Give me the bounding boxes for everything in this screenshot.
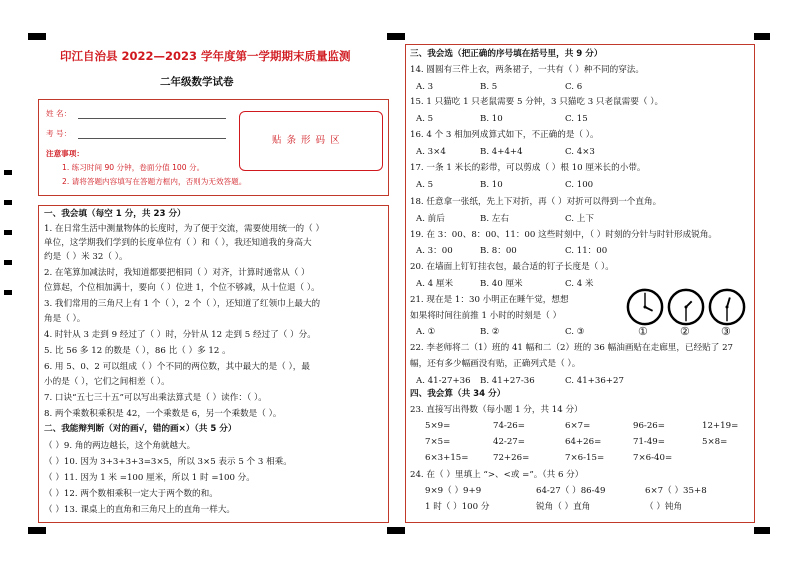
calc-item: 74-26=: [493, 421, 525, 431]
calc-item: 7×5=: [425, 437, 451, 447]
question-line: 6. 用 5、0、2 可以组成（ ）个不同的两位数，其中最大的是（ ），最: [44, 362, 310, 372]
question-line: 单位，这学期我们学到的长度单位有（ ）和（ ），我还知道我的身高大: [44, 238, 312, 248]
judge-line: （ ）10. 因为 3+3+3+3=3×5，所以 3×5 表示 5 个 3 相乘。: [44, 457, 292, 467]
clock-label-1: ①: [638, 325, 648, 338]
registration-mark: [28, 33, 46, 40]
name-label: 姓 名：: [46, 109, 72, 118]
choice-option: A. 3×4: [416, 147, 446, 157]
question-line: 19. 在 3：00、8：00、11：00 这些时刻中，（ ）时刻的分针与时针形成锐角。: [410, 230, 718, 240]
section-2-title: 二、我能辩判断（对的画√，错的画×）（共 5 分）: [44, 424, 237, 434]
choice-option: C. 41+36+27: [565, 376, 624, 386]
question-line: 14. 圆圆有三件上衣，两条裙子，一共有（ ）种不同的穿法。: [410, 65, 644, 75]
question-line: 5. 比 56 多 12 的数是（ ），86 比（ ）多 12 。: [44, 346, 231, 356]
registration-mark: [4, 260, 12, 265]
choice-option: A. 41-27+36: [416, 376, 471, 386]
calc-item: 96-26=: [633, 421, 665, 431]
question-line: 位算起，个位相加满十，要向（ ）位进 1，个位不够减，从十位退（ ）。: [44, 283, 320, 293]
choice-option: A. 5: [416, 180, 434, 190]
choice-option: A. ①: [416, 327, 436, 337]
question-line: 4. 时针从 3 走到 9 经过了（ ）时，分针从 12 走到 5 经过了（ ）分。: [44, 330, 316, 340]
exam-title: 印江自治县 2022—2023 学年度第一学期期末质量监测: [60, 49, 351, 63]
calc-item: 6×3+15=: [425, 453, 469, 463]
calc-item: 71-49=: [633, 437, 665, 447]
section-4-title: 四、我会算（共 34 分）: [410, 389, 506, 399]
choice-option: A. 3：00: [416, 246, 453, 256]
question-line: 17. 一条 1 米长的彩带，可以剪成（ ）根 10 厘米长的小带。: [410, 163, 646, 173]
clock-label-2: ②: [680, 325, 690, 338]
clock-3: [708, 288, 746, 326]
registration-mark: [4, 230, 12, 235]
calc-item: 6×7=: [565, 421, 591, 431]
question-line: 角是（ ）。: [44, 314, 86, 324]
choice-option: B. 左右: [480, 214, 509, 224]
question-line: 小的是（ ），它们之间相差（ ）。: [44, 377, 170, 387]
choice-option: A. 3: [416, 82, 434, 92]
registration-mark: [387, 527, 405, 534]
question-line: 1. 在日常生活中测量物体的长度时，为了便于交流，需要使用统一的（ ）: [44, 224, 325, 234]
judge-line: （ ）9. 角的两边越长，这个角就越大。: [44, 441, 196, 451]
question-line: 约是（ ）米 32（ ）。: [44, 252, 128, 262]
choice-option: C. 4×3: [565, 147, 595, 157]
registration-mark: [4, 290, 12, 295]
question-23: 23. 直接写出得数（每小题 1 分，共 14 分）: [410, 405, 583, 415]
choice-option: B. 8：00: [480, 246, 517, 256]
clock-label-3: ③: [721, 325, 731, 338]
section-3-title: 三、我会选（把正确的序号填在括号里，共 9 分）: [410, 49, 603, 59]
clock-1: [626, 288, 664, 326]
section-1-title: 一、我会填（每空 1 分，共 23 分）: [44, 209, 186, 219]
calc-item: 64+26=: [565, 437, 602, 447]
question-line: 幅，还有多少幅画没有贴，正确列式是（ ）。: [410, 359, 581, 369]
compare-item: 1 时（ ）100 分: [425, 502, 490, 512]
id-label: 考 号：: [46, 129, 72, 138]
choice-option: B. 10: [480, 114, 503, 124]
compare-item: 9×9（ ）9+9: [425, 486, 482, 496]
calc-item: 7×6-15=: [565, 453, 605, 463]
choice-option: C. ③: [565, 327, 585, 337]
registration-mark: [28, 527, 46, 534]
judge-line: （ ）11. 因为 1 米 =100 厘米，所以 1 时 =100 分。: [44, 473, 255, 483]
choice-option: A. 前后: [416, 214, 445, 224]
exam-subtitle: 二年级数学试卷: [160, 76, 234, 88]
choice-option: C. 4 米: [565, 279, 594, 289]
name-field[interactable]: [78, 118, 226, 119]
compare-item: 锐角（ ）直角: [536, 502, 591, 512]
question-line: 15. 1 只猫吃 1 只老鼠需要 5 分钟，3 只猫吃 3 只老鼠需要（ ）。: [410, 97, 664, 107]
choice-option: C. 11：00: [565, 246, 608, 256]
notice-2: 2. 请将答题内容填写在答题方框内，否则为无效答题。: [62, 177, 247, 186]
calc-item: 7×6-40=: [633, 453, 673, 463]
calc-item: 72+26=: [493, 453, 530, 463]
question-line: 如果将时间往前推 1 小时的时刻是（ ）: [410, 311, 562, 321]
choice-option: B. 5: [480, 82, 498, 92]
id-field[interactable]: [78, 138, 226, 139]
question-line: 3. 我们常用的三角尺上有 1 个（ ），2 个（ ），还知道了红领巾上最大的: [44, 299, 321, 309]
choice-option: B. 41+27-36: [480, 376, 535, 386]
question-line: 20. 在墙面上钉钉挂衣包，最合适的钉子长度是（ ）。: [410, 262, 614, 272]
question-line: 2. 在笔算加减法时，我知道都要把相同（ ）对齐，计算时通常从（ ）: [44, 268, 310, 278]
question-line: 8. 两个乘数积乘积是 42，一个乘数是 6，另一个乘数是（ ）。: [44, 409, 282, 419]
calc-item: 5×9=: [425, 421, 451, 431]
choice-option: A. 5: [416, 114, 434, 124]
registration-mark: [754, 33, 770, 40]
notice-1: 1. 练习时间 90 分钟，卷面分值 100 分。: [62, 163, 205, 172]
question-line: 7. 口诀“五七三十五”可以写出乘法算式是（ ）读作：（ ）。: [44, 393, 267, 403]
registration-mark: [754, 527, 770, 534]
clock-2: [667, 288, 705, 326]
question-line: 22. 李老师将二（1）班的 41 幅和二（2）班的 36 幅油画贴在走廊里，已经贴了 27: [410, 343, 734, 353]
choice-option: B. 40 厘米: [480, 279, 523, 289]
judge-line: （ ）13. 课桌上的直角和三角尺上的直角一样大。: [44, 505, 236, 515]
compare-item: 6×7（ ）35+8: [645, 486, 707, 496]
choice-option: C. 上下: [565, 214, 594, 224]
registration-mark: [387, 33, 405, 40]
choice-option: B. 10: [480, 180, 503, 190]
question-line: 16. 4 个 3 相加列成算式如下，不正确的是（ ）。: [410, 130, 599, 140]
question-line: 21. 现在是 1：30 小明正在睡午觉，想想: [410, 295, 569, 305]
judge-line: （ ）12. 两个数相乘积一定大于两个数的和。: [44, 489, 218, 499]
calc-item: 42-27=: [493, 437, 525, 447]
choice-option: B. 4+4+4: [480, 147, 523, 157]
calc-item: 12+19=: [702, 421, 739, 431]
calc-item: 5×8=: [702, 437, 728, 447]
choice-option: A. 4 厘米: [416, 279, 454, 289]
choice-option: C. 15: [565, 114, 588, 124]
barcode-label: 贴 条 形 码 区: [272, 135, 341, 146]
choice-option: C. 6: [565, 82, 583, 92]
question-24: 24. 在（ ）里填上 “>、<或 =”。（共 6 分）: [410, 470, 584, 480]
registration-mark: [4, 200, 12, 205]
choice-option: B. ②: [480, 327, 500, 337]
compare-item: 64-27（ ）86-49: [536, 486, 606, 496]
choice-option: C. 100: [565, 180, 594, 190]
registration-mark: [4, 170, 12, 175]
compare-item: （ ）钝角: [645, 502, 683, 512]
notice-title: 注意事项：: [46, 149, 84, 158]
question-line: 18. 任意拿一张纸，先上下对折，再（ ）对折可以得到一个直角。: [410, 197, 662, 207]
